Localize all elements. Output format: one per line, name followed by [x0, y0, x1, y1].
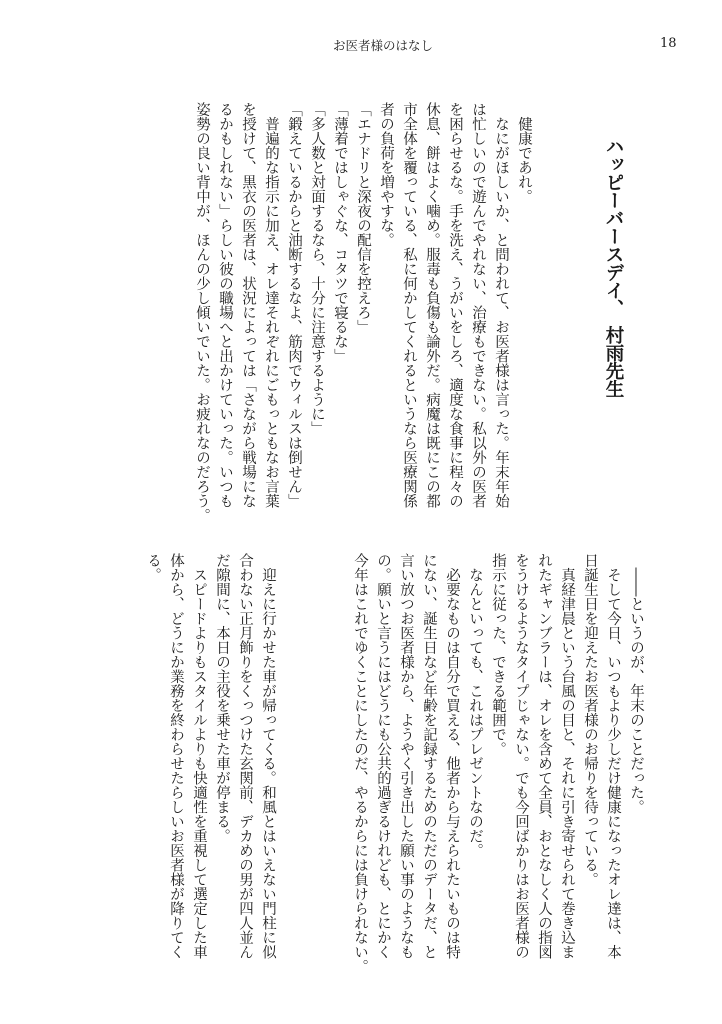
text-line: 「エナドリと深夜の配信を控えろ」 [355, 102, 371, 334]
text-line: なにがほしいか、と問われて、お医者様は言った。年末年始 [493, 102, 509, 508]
text-line: 体から、どうにか業務を終わらせたらしいお医者様が降りてく [168, 553, 184, 959]
bottom-section-b [141, 553, 279, 973]
text-line: を困らせるな。手を洗え、うがいをしろ、適度な食事に程々の [447, 102, 463, 508]
text-line: 指示に従った、できる範囲で。 [490, 553, 506, 756]
text-line: 真経津晨という台風の目と、それに引き寄せられて巻き込ま [559, 553, 575, 959]
bottom-section-a [348, 553, 647, 973]
text-line: 者の負荷を増やすな。 [378, 102, 394, 247]
text-line: を授けて、黒衣の医者は、状況によっては「さながら戦場にな [240, 102, 256, 508]
scene-break [279, 553, 348, 973]
text-line: 市全体を覆っている、私に何かしてくれるというなら医療関係 [401, 102, 417, 508]
text-line: は忙しいので遊んでやれない、治療もできない。私以外の医者 [470, 102, 486, 508]
text-line: にない、誕生日など年齢を記録するためのただのデータだ、と [421, 553, 437, 959]
text-line: 休息、餅はよく噛め。服毒も負傷も論外だ。病魔は既にこの都 [424, 102, 440, 508]
text-line: スピードよりもスタイルよりも快適性を重視して選定した車 [191, 553, 207, 959]
text-line: の。願いと言うにはどうにも公共的過ぎるけれども、とにかく [375, 553, 391, 959]
text-line: 言い放つお医者様から、ようやく引き出した願い事のようなも [398, 553, 414, 959]
text-line: る。 [145, 553, 161, 582]
text-line: るかもしれない」らしい彼の職場へと出かけていった。いつも [217, 102, 233, 508]
text-line: 姿勢の良い背中が、ほんの少し傾いでいた。お疲れなのだろう。 [194, 102, 210, 523]
text-line: 合わない正月飾りをくっつけた玄関前、デカめの男が四人並ん [237, 553, 253, 959]
body-text-bottom [141, 553, 647, 973]
page-number: 18 [660, 36, 677, 51]
text-line: 「鍛えているからと油断するなよ、筋肉でウィルスは倒せん」 [286, 102, 302, 508]
text-line: 日誕生日を迎えたお医者様のお帰りを待っている。 [582, 553, 598, 887]
text-line: れたギャンブラーは、オレを含めて全員、おとなしく人の指図 [536, 553, 552, 959]
text-line: 健康であれ。 [516, 102, 532, 204]
body-text-top [190, 102, 535, 523]
text-line: 迎えに行かせた車が帰ってくる。和風とはいえない門柱に似 [260, 553, 276, 959]
text-line: 必要なものは自分で買える、他者から与えられたいものは特 [444, 553, 460, 959]
text-line: なんといっても、これはプレゼントなのだ。 [467, 553, 483, 858]
text-line: をうけるようなタイプじゃない。でも今回ばかりはお医者様の [513, 553, 529, 959]
text-line: だ隙間に、本日の主役を乗せた車が停まる。 [214, 553, 230, 843]
running-header-title: お医者様のはなし [332, 38, 433, 53]
text-line: ――というのが、年末のことだった。 [628, 553, 644, 814]
text-line: そして今日、いつもより少しだけ健康になったオレ達は、本 [605, 553, 621, 959]
text-line: 普遍的な指示に加え、オレ達それぞれにごもっともなお言葉 [263, 102, 279, 508]
text-line: 今年はこれでゆくことにしたのだ、やるからには負けられない。 [352, 553, 368, 974]
text-line: 「薄着ではしゃぐな、コタツで寝るな」 [332, 102, 348, 363]
chapter-title: ハッピーバースデイ、 村雨先生 [603, 137, 624, 398]
text-line: 「多人数と対面するなら、十分に注意するように」 [309, 102, 325, 436]
